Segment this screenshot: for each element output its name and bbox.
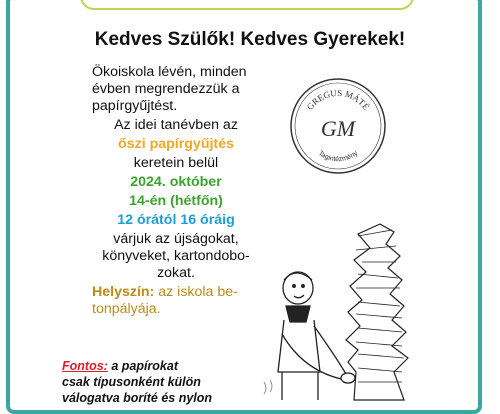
event-date: 2024. október: [130, 174, 222, 190]
notice-text: [92, 64, 260, 318]
year-line: Az idei tanévben az: [114, 117, 238, 133]
event-name: őszi papírgyűjtés: [118, 136, 234, 152]
important-note: [62, 358, 262, 406]
paper-stack-icon: [346, 224, 408, 400]
collect-line-2: könyveket, kartondobo-: [102, 248, 250, 264]
collect-line-3: zokat.: [157, 265, 195, 281]
important-line-2: csak típusonként külön: [62, 375, 201, 389]
seal-monogram: GM: [320, 116, 356, 141]
paper-stack-illustration: [262, 222, 412, 402]
location-text-2: tonpályája.: [92, 301, 161, 317]
seal-bottom-text: Tagintézmény: [316, 149, 360, 164]
speech-marks-icon: [264, 380, 272, 394]
boy-figure-icon: [278, 272, 355, 400]
top-banner-frame: [80, 0, 414, 10]
event-time: 12 órától 16 óráig: [117, 212, 235, 228]
within-line: keretein belül: [133, 155, 219, 171]
location-label: Helyszín:: [92, 284, 155, 300]
page-heading: Kedves Szülők! Kedves Gyerekek!: [94, 29, 406, 50]
intro-line-2: évben megrendezzük a: [92, 81, 240, 97]
school-seal-logo: [288, 76, 388, 176]
seal-top-text: GREGUS MÁTÉ: [304, 87, 372, 112]
collect-line-1: várjuk az újságokat,: [113, 231, 239, 247]
important-line-3: válogatva boríté és nylon: [62, 391, 213, 405]
svg-text:Tagintézmény: [317, 150, 360, 164]
svg-text:GREGUS MÁTÉ: [305, 88, 372, 112]
intro-line-1: Ökoiskola lévén, minden: [92, 64, 247, 80]
intro-line-3: papírgyűjtést.: [92, 98, 178, 114]
location-text-1: az iskola be-: [158, 284, 238, 300]
event-day: 14-én (hétfőn): [129, 193, 223, 209]
important-line-1: a papírokat: [111, 359, 178, 373]
location: [92, 284, 260, 301]
important-label: Fontos:: [62, 359, 108, 373]
